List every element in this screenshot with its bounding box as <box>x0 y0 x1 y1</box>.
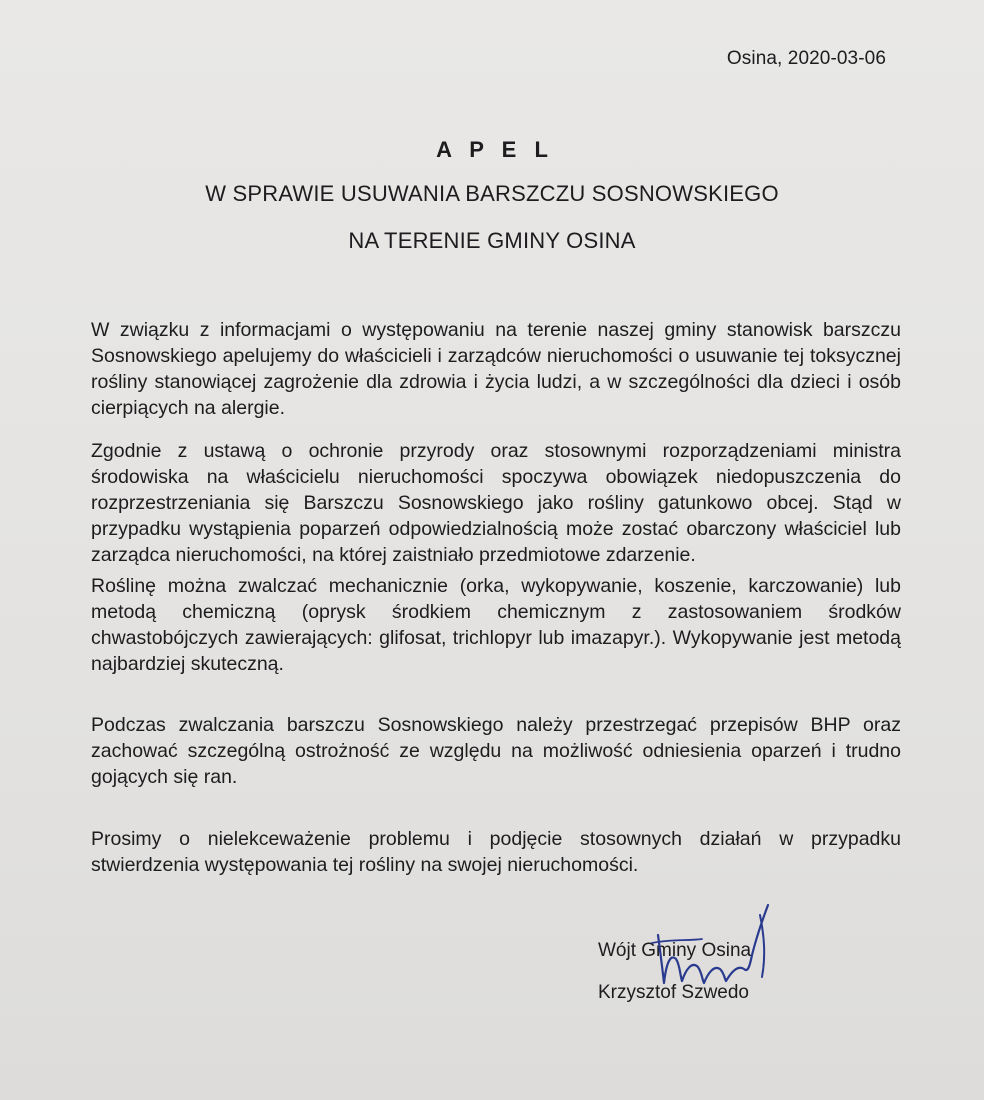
date-line: Osina, 2020-03-06 <box>726 48 886 69</box>
document-subtitle-line-2: NA TERENIE GMINY OSINA <box>348 228 636 253</box>
signatory-office: Wójt Gminy Osina <box>598 940 752 961</box>
paragraph-5: Prosimy o nielekceważenie problemu i podjęcie stosownych działań w przypadku stwierdzenia występowania tej rośliny na swojej nieruchomości. <box>91 828 901 876</box>
paragraph-1: W związku z informacjami o występowaniu na terenie naszej gminy stanowisk barszczu Sosnowskiego apelujemy do właścicieli i zarządców nieruchomości o usuwanie tej toksycznej rośliny stanowiącej zagrożenie dla zdrowia i życia ludzi, a w szczególności dla dzieci i osób cierpiących na alergie. <box>91 319 901 419</box>
document-subtitle-line-1: W SPRAWIE USUWANIA BARSZCZU SOSNOWSKIEGO <box>205 181 779 206</box>
handwritten-signature <box>640 895 790 1005</box>
document-title: A P E L <box>436 137 554 162</box>
signatory-name: Krzysztof Szwedo <box>598 982 749 1003</box>
paragraph-2: Zgodnie z ustawą o ochronie przyrody oraz stosownymi rozporządzeniami ministra środowiska na właścicielu nieruchomości spoczywa obowiązek niedopuszczenia do rozprzestrzeniania się Barszczu Sosnowskiego jako rośliny gatunkowo obcej. Stąd w przypadku wystąpienia poparzeń odpowiedzialnością może zostać obarczony właściciel lub zarządca nieruchomości, na której zaistniało przedmiotowe zdarzenie. <box>91 440 901 566</box>
paragraph-3: Roślinę można zwalczać mechanicznie (orka, wykopywanie, koszenie, karczowanie) lub metodą chemiczną (oprysk środkiem chemicznym z zastosowaniem środków chwastobójczych zawierających: glifosat, trichlopyr lub imazapyr.). Wykopywanie jest metodą najbardziej skuteczną. <box>91 575 901 675</box>
paragraph-4: Podczas zwalczania barszczu Sosnowskiego należy przestrzegać przepisów BHP oraz zachować szczególną ostrożność ze względu na możliwość odniesienia oparzeń i trudno gojących się ran. <box>91 714 901 788</box>
